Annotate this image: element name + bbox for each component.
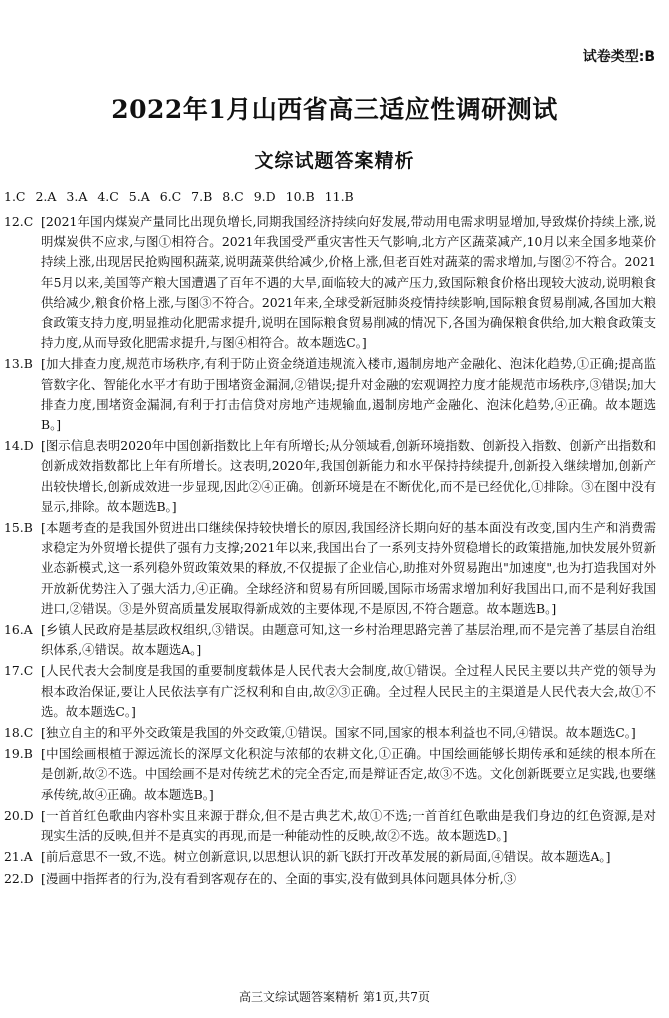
item-text: [本题考查的是我国外贸进出口继续保持较快增长的原因,我国经济长期向好的基本面没有改变,国内生产和消费需求稳定为外贸增长提供了强有力支撑;2021年以来,我国出台了一系列支持外贸稳增长的政策措施,加快发展外贸新业态新模式,这一系列稳外贸政策效果的释放,不仅提振了企业信心,助推对外贸易跑出"加速度",也为打造我国对外开放新优势注入了强大活力,④正确。全球经济和贸易有所回暖,国际市场需求增加利好我国出口,而不是利好我国进口,②错误。③是外贸高质量发展取得新成效的主要体现,不是原因,不符合题意。故本题选B。] [41,520,656,616]
item-text: [加大排查力度,规范市场秩序,有利于防止资金绕道违规流入楼市,遏制房地产金融化、泡沫化趋势,①正确;提高监管数字化、智能化水平才有助于围堵资金漏洞,②错误;提升对金融的宏观调控力度才能规范市场秩序,③错误;加大排查力度,围堵资金漏洞,有利于打击信贷对房地产违规输血,遏制房地产金融化、泡沫化趋势,④正确。故本题选B。] [41,356,656,433]
item-number: 19.B [4,746,33,762]
page-subtitle: 文综试题答案精析 [254,150,415,172]
answer-item [4,620,656,660]
answer-item [4,723,656,743]
item-number: 22.D [4,870,34,886]
page-title: 2022年1月山西省高三适应性调研测试 [111,95,558,124]
item-text: [一首首红色歌曲内容朴实且来源于群众,但不是古典艺术,故①不选;一首首红色歌曲是我们身边的红色资源,是对现实生活的反映,但并不是真实的再现,而是一种能动性的反映,故②不选。故本题选D。] [41,807,656,844]
answer-item [4,847,656,867]
item-text: [人民代表大会制度是我国的重要制度载体是人民代表大会制度,故①错误。全过程人民民主要以共产党的领导为根本政治保证,要让人民依法享有广泛权利和自由,故②③正确。全过程人民民主的主渠道是人民代表大会,故①不选。故本题选C。] [41,663,656,719]
item-number: 16.A [4,622,33,638]
item-number: 17.C [4,663,34,679]
item-text: [2021年国内煤炭产量同比出现负增长,同期我国经济持续向好发展,带动用电需求明显增加,导致煤价持续上涨,说明煤炭供不应求,与图①相符合。2021年我国受严重灾害性天气影响,北方产区蔬菜减产,10月以来全国多地菜价持续上涨,出现居民抢购囤积蔬菜,说明蔬菜供给减少,价格上涨,但老百姓对蔬菜的需求增加,与图②不符合。2021年5月以来,美国等产粮大国遭遇了百年不遇的大旱,面临较大的减产压力,致国际粮食价格出现较大波动,说明粮食供给减少,粮食价格上涨,与图③不符合。2021年来,全球受新冠肺炎疫情持续影响,国际粮食贸易削减,各国加大粮食政策支持力度,明显推动化肥需求提升,说明在国际粮食贸易削减的情况下,各国为确保粮食供给,加大粮食政策支持力度,从而导致化肥需求提升,与图④相符合。故本题选C。] [41,214,656,351]
answer-explanations [4,212,656,890]
answer-key-line: 1.C 2.A 3.A 4.C 5.A 6.C 7.B 8.C 9.D 10.B 11.B [4,189,354,204]
answer-item [4,518,656,619]
answer-item [4,212,656,353]
answer-item [4,436,656,517]
item-number: 14.D [4,438,34,454]
answer-item [4,869,656,889]
item-text: [乡镇人民政府是基层政权组织,③错误。由题意可知,这一乡村治理思路完善了基层治理,而不是完善了基层自治组织体系,④错误。故本题选A。] [41,622,656,658]
item-text: [独立自主的和平外交政策是我国的外交政策,①错误。国家不同,国家的根本利益也不同,④错误。故本题选C。] [41,725,636,741]
item-number: 21.A [4,849,33,865]
item-number: 13.B [4,356,33,372]
item-text: [前后意思不一致,不选。树立创新意识,以思想认识的新飞跃打开改革发展的新局面,④错误。故本题选A。] [41,849,611,865]
answer-item [4,806,656,846]
answer-item [4,744,656,805]
item-number: 15.B [4,520,33,536]
item-number: 12.C [4,214,34,229]
item-number: 20.D [4,807,34,823]
answer-item [4,661,656,722]
item-number: 18.C [4,725,34,741]
item-text: [漫画中指挥者的行为,没有看到客观存在的、全面的事实,没有做到具体问题具体分析,③ [41,870,517,886]
page-footer: 高三文综试题答案精析 第1页,共7页 [239,990,430,1004]
item-text: [中国绘画根植于源远流长的深厚文化积淀与浓郁的农耕文化,①正确。中国绘画能够长期传承和延续的根本所在是创新,故②不选。中国绘画不是对传统艺术的完全否定,而是辩证否定,故③不选。文化创新既要立足实践,也要继承传统,故④正确。故本题选B。] [41,746,656,802]
item-text: [图示信息表明2020年中国创新指数比上年有所增长;从分领域看,创新环境指数、创新投入指数、创新产出指数和创新成效指数都比上年有所增长。这表明,2020年,我国创新能力和水平保持持续提升,创新投入继续增加,创新产出较快增长,创新成效进一步显现,因此②④正确。创新环境是在不断优化,而不是已经优化,①排除。③在图中没有显示,排除。故本题选B。] [41,438,656,514]
paper-type-label: 试卷类型:B [582,49,655,65]
answer-item [4,354,656,435]
